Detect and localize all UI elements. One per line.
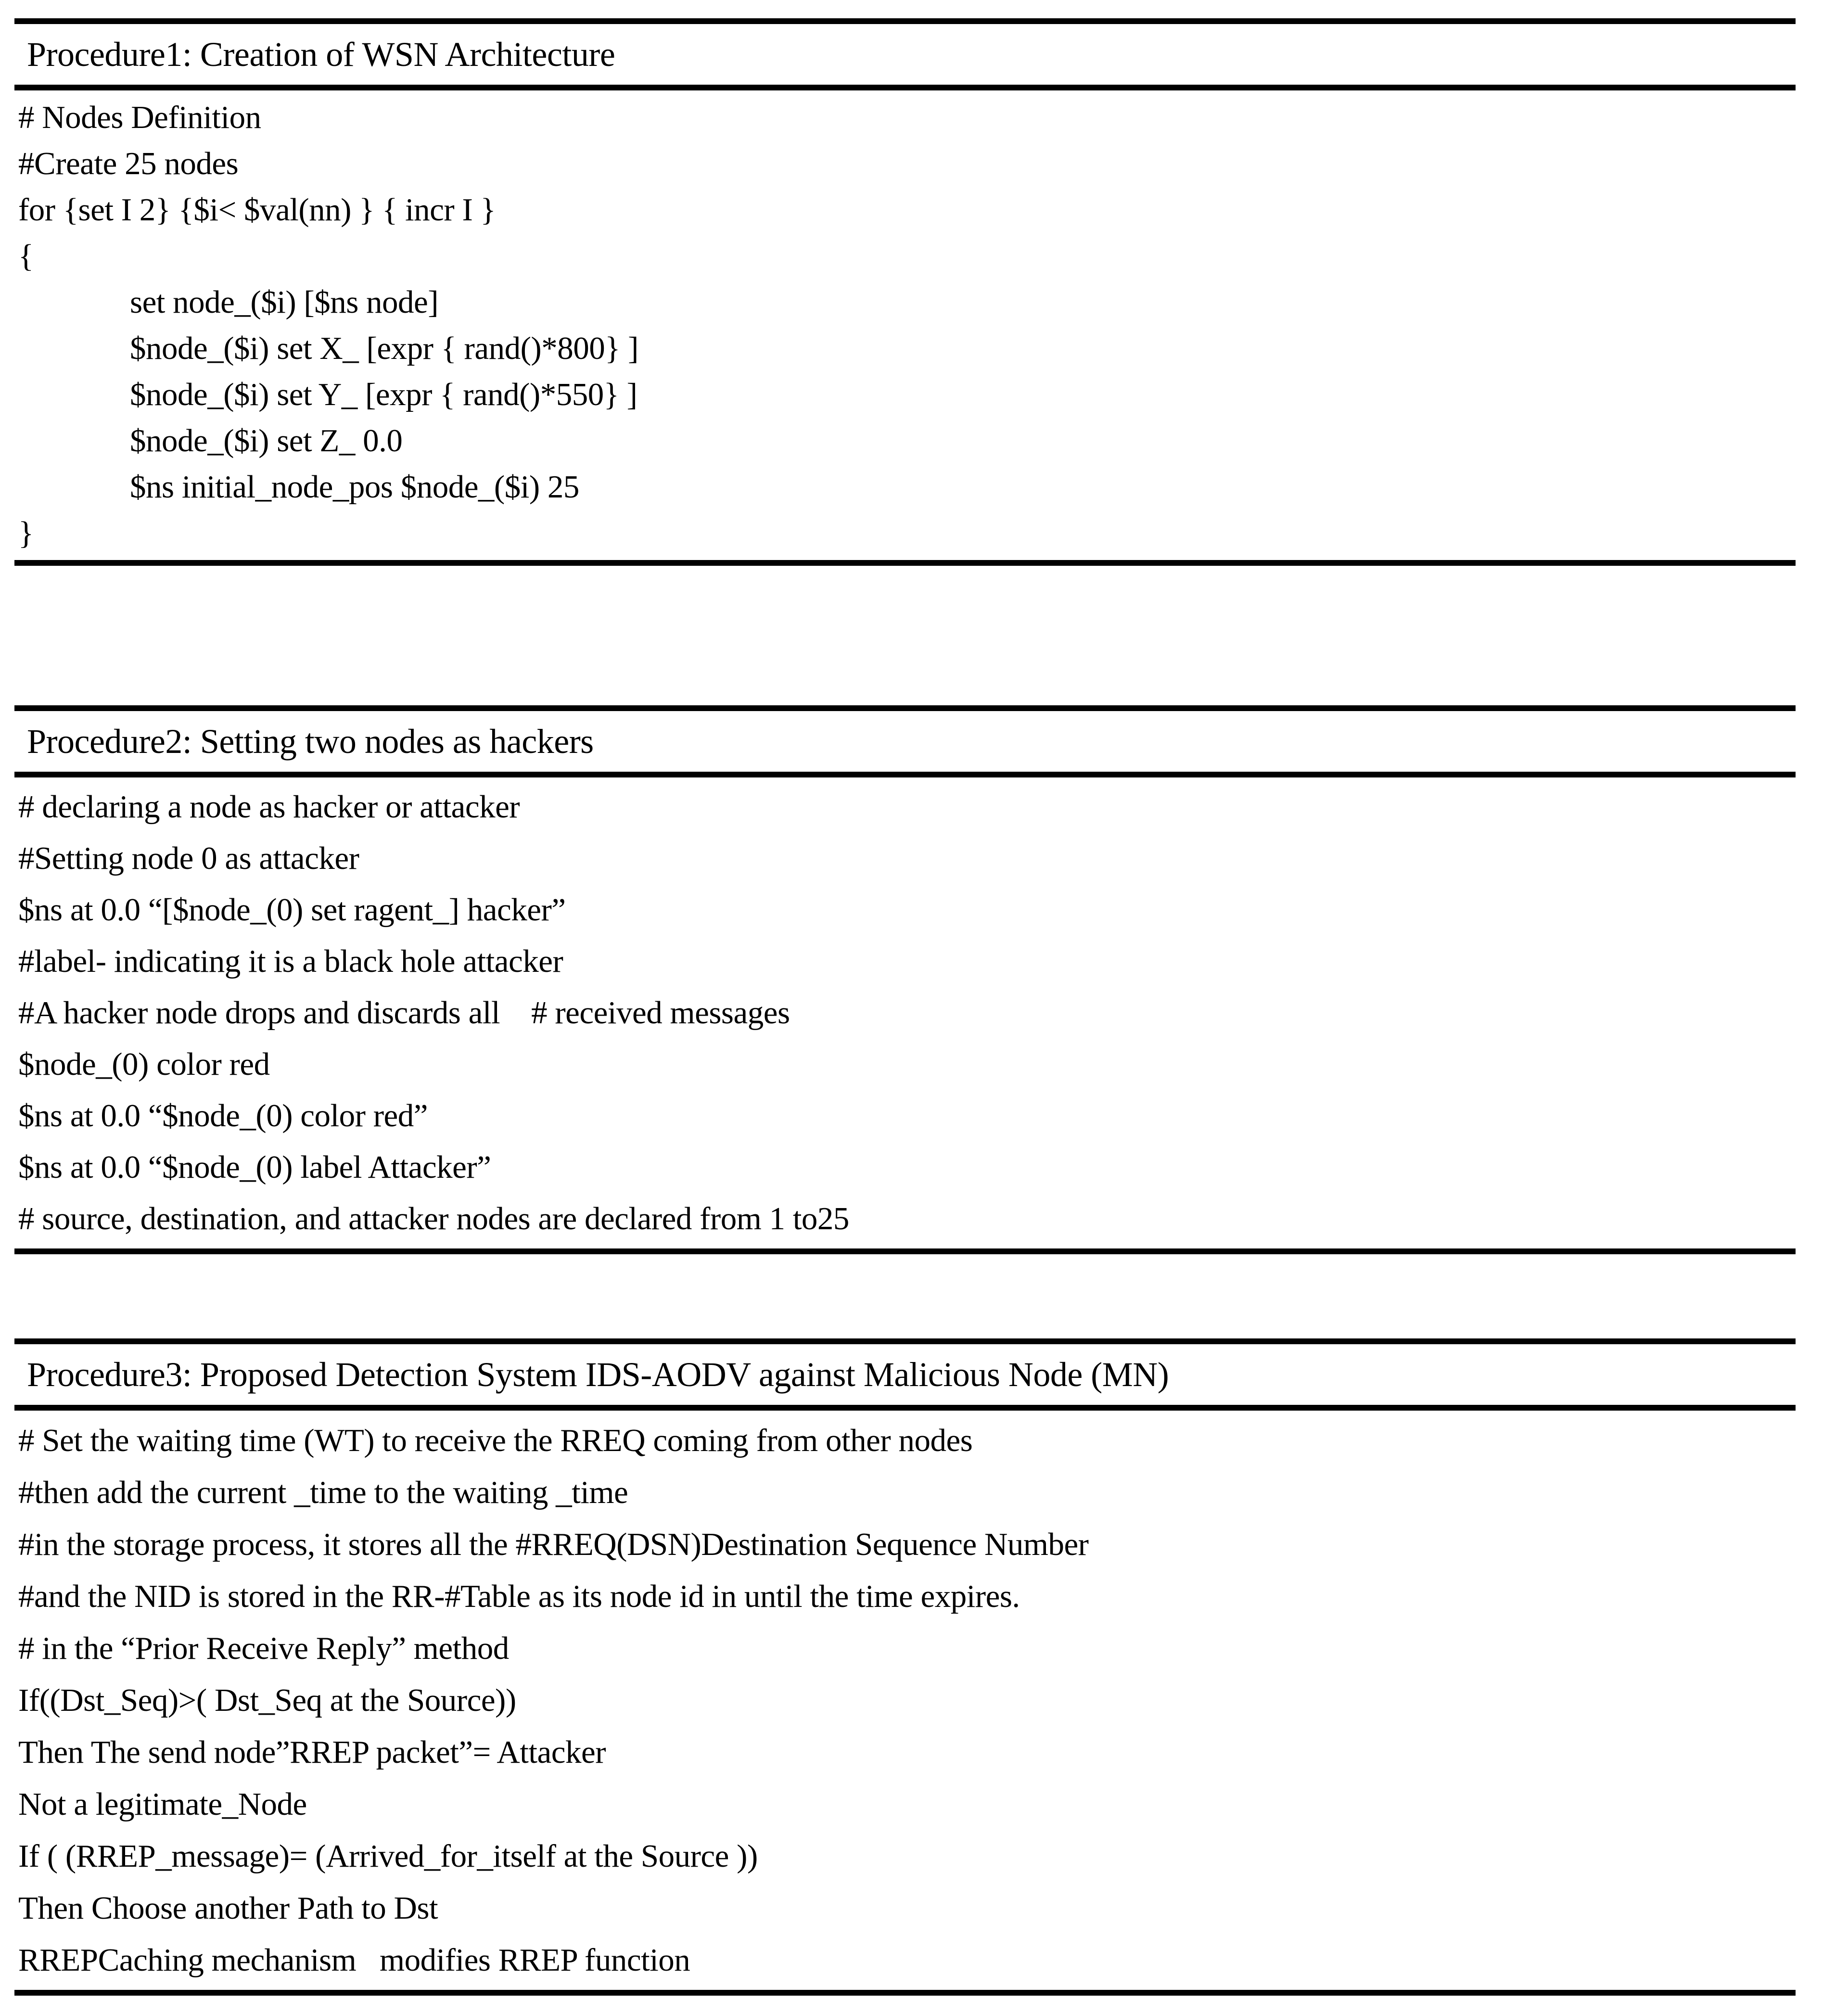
code-line: $node_(0) color red [18, 1046, 270, 1082]
code-line: set node_($i) [$ns node] [130, 284, 439, 320]
code-line: $node_($i) set Y_ [expr { rand()*550} ] [130, 377, 637, 412]
procedure-1-body [14, 90, 1796, 560]
code-line: #then add the current _time to the waiting _time [18, 1475, 628, 1510]
code-line: #label- indicating it is a black hole attacker [18, 943, 563, 979]
code-line: { [18, 238, 34, 274]
procedure-3-table [14, 1338, 1796, 1996]
procedure-2-top-rule [14, 705, 1796, 711]
code-line: #in the storage process, it stores all the #RREQ(DSN)Destination Sequence Number [18, 1527, 1089, 1562]
code-line: #Setting node 0 as attacker [18, 840, 359, 876]
procedure-2-body [14, 777, 1796, 1248]
procedure-3-header-rule [14, 1405, 1796, 1411]
code-line: Then The send node”RREP packet”= Attacker [18, 1734, 606, 1770]
procedure-3-title: Procedure3: Proposed Detection System IDS-AODV against Malicious Node (MN) [27, 1355, 1169, 1394]
code-line: $ns at 0.0 “$node_(0) label Attacker” [18, 1149, 491, 1185]
code-line: RREPCaching mechanism modifies RREP function [18, 1942, 690, 1978]
code-line: $ns initial_node_pos $node_($i) 25 [130, 469, 579, 505]
procedure-1-title: Procedure1: Creation of WSN Architecture [27, 35, 615, 74]
code-line: #and the NID is stored in the RR-#Table as its node id in until the time expires. [18, 1579, 1020, 1614]
code-line: #Create 25 nodes [18, 146, 239, 181]
procedure-1-header-rule [14, 85, 1796, 90]
procedure-3-body [14, 1411, 1796, 1990]
code-line: #A hacker node drops and discards all # received messages [18, 995, 790, 1031]
procedure-1-table [14, 18, 1796, 566]
procedure-3-top-rule [14, 1338, 1796, 1344]
document-content [14, 18, 1796, 1996]
procedure-2-table [14, 705, 1796, 1254]
procedure-1-bottom-rule [14, 560, 1796, 566]
code-line: $node_($i) set Z_ 0.0 [130, 423, 403, 458]
code-line: $ns at 0.0 “[$node_(0) set ragent_] hacker” [18, 892, 566, 928]
procedure-2-bottom-rule [14, 1248, 1796, 1254]
code-line: If ( (RREP_message)= (Arrived_for_itself at the Source )) [18, 1838, 758, 1874]
code-line: # in the “Prior Receive Reply” method [18, 1630, 509, 1666]
procedure-1-top-rule [14, 18, 1796, 24]
code-line: $ns at 0.0 “$node_(0) color red” [18, 1098, 428, 1133]
code-line: # Set the waiting time (WT) to receive the RREQ coming from other nodes [18, 1423, 973, 1458]
code-line: $node_($i) set X_ [expr { rand()*800} ] [130, 331, 638, 366]
procedure-2-title: Procedure2: Setting two nodes as hackers [27, 722, 594, 761]
code-line: # Nodes Definition [18, 100, 261, 135]
code-line: Then Choose another Path to Dst [18, 1890, 438, 1926]
procedure-3-bottom-rule [14, 1990, 1796, 1996]
procedure-2-header-rule [14, 772, 1796, 777]
code-line: Not a legitimate_Node [18, 1786, 307, 1822]
code-line: for {set I 2} {$i< $val(nn) } { incr I } [18, 192, 496, 228]
code-line: # source, destination, and attacker nodes are declared from 1 to25 [18, 1201, 849, 1236]
code-line: If((Dst_Seq)>( Dst_Seq at the Source)) [18, 1682, 516, 1718]
code-line: # declaring a node as hacker or attacker [18, 789, 520, 825]
code-line: } [18, 515, 34, 551]
